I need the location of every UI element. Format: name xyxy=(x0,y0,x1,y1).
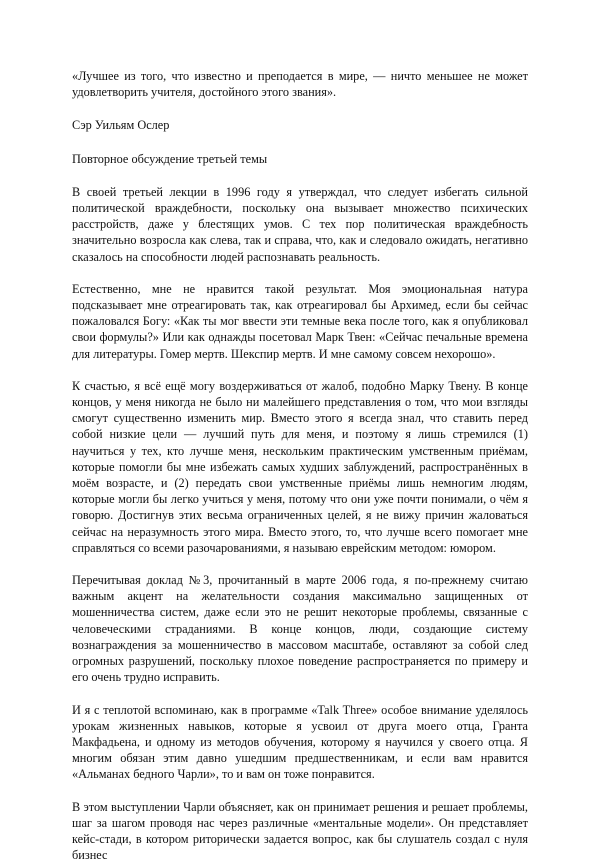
paragraph: В этом выступлении Чарли объясняет, как он принимает решения и решает проблемы, шаг за шагом проводя нас через различные «ментальные модели». Он представляет кейс-стади, в котором риторически задается вопрос, как бы слушатель создал с нуля бизнес xyxy=(72,799,528,863)
paragraph: И я с теплотой вспоминаю, как в программе «Talk Three» особое внимание уделялось урокам жизненных навыков, которые я усвоил от друга моего отца, Гранта Макфадьена, и одному из методов обучения, которому я научился у своего отца. Я многим обязан этим давно ушедшим предшественникам, и если вам нравится «Альманах бедного Чарли», то и вам он тоже понравится. xyxy=(72,702,528,782)
paragraph: К счастью, я всё ещё могу воздерживаться от жалоб, подобно Марку Твену. В конце концов, у меня никогда не было ни малейшего представления о том, что мои взгляды смогут существенно изменить мир. Вместо этого я всегда знал, что ставить перед собой низкие цели — лучший путь для меня, и поэтому я лишь стремился (1) научиться у тех, кто лучше меня, нескольким практическим умственным приёмам, которые помогли бы мне избежать самых худших заблуждений, распространённых в моём возрасте, и (2) передать свои умственные приёмы лишь немногим людям, которые могли бы легко учиться у меня, потому что они уже почти понимали, о чём я говорю. Достигнув этих весьма ограниченных целей, я не вижу причин жаловаться сейчас на неразумность этого мира. Вместо этого, то, что лучше всего помогает мне справляться со всеми разочарованиями, я называю еврейским методом: юмором. xyxy=(72,378,528,555)
paragraph: Перечитывая доклад №3, прочитанный в марте 2006 года, я по-прежнему считаю важным акцент на желательности создания максимально защищенных от мошенничества систем, даже если это не решит некоторые проблемы, связанные с человеческими страданиями. В конце концов, люди, создающие систему вознаграждения за мошенничество в массовом масштабе, оставляют за собой след огромных разрушений, поскольку плохое поведение распространяется по примеру и его очень трудно исправить. xyxy=(72,573,528,685)
paragraph: В своей третьей лекции в 1996 году я утверждал, что следует избегать сильной политической враждебности, поскольку она вызывает множество психических расстройств, даже у блестящих умов. С тех пор политическая враждебность значительно возросла как слева, так и справа, что, как и следовало ожидать, негативно сказалось на способности людей распознавать реальность. xyxy=(72,184,528,264)
epigraph: «Лучшее из того, что известно и преподается в мире, — ничто меньшее не может удовлетворить учителя, достойного этого звания». xyxy=(72,69,528,100)
section-title: Повторное обсуждение третьей темы xyxy=(72,151,268,166)
epigraph-author: Сэр Уильям Ослер xyxy=(72,118,170,133)
document-page xyxy=(72,68,528,863)
paragraph: Естественно, мне не нравится такой результат. Моя эмоциональная натура подсказывает мне отреагировать так, как отреагировал бы Архимед, если бы сейчас пожаловался Богу: «Как ты мог ввести эти темные века после того, как я опубликовал свои формулы?» Или как однажды посетовал Марк Твен: «Сейчас печальные времена для литературы. Гомер мертв. Шекспир мертв. И мне самому совсем нехорошо». xyxy=(72,281,528,361)
